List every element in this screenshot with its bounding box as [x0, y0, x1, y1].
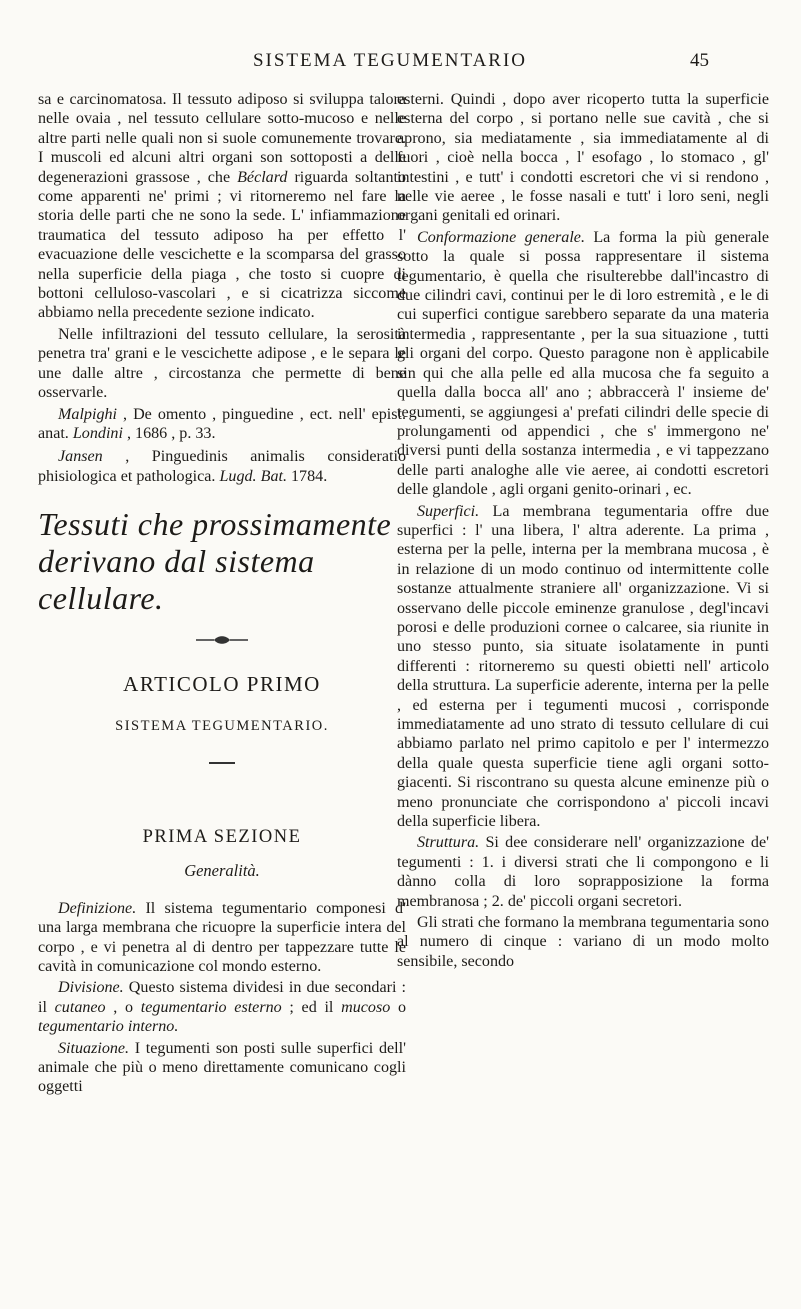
page-header [0, 50, 801, 80]
reference-malpighi: Malpighi , De omento , pinguedine , ect. nell' epist. anat. Londini , 1686 , p. 33. [38, 405, 406, 442]
article-heading: ARTICOLO PRIMO [123, 672, 321, 697]
section-heading: PRIMA SEZIONE [142, 826, 302, 847]
right-column [397, 90, 769, 973]
paragraph: Nelle infiltrazioni del tessuto cellulare, la serosità penetra tra' grani e le vescichette adipose , e le separa le une dalle altre , circostanza che permette di bene osservarle. [38, 325, 406, 402]
subsection-heading: Generalità. [184, 861, 260, 881]
paragraph: esterni. Quindi , dopo aver ricoperto tutta la superficie esterna del corpo , si portano nelle sue cavità , che si aprono, sia mediatamente , sia immediatamente al di fuori , cioè nella bocca , l' esofago , lo stomaco , gl' intestini , e tutt' i condotti escretori che vi si rendono , nelle vie aeree , le fosse nasali e tutt' i loro seni, negli organi genitali ed orinari. [397, 91, 769, 225]
paragraph-conformazione: Conformazione generale. La forma la più generale sotto la quale si possa rappresentare il sistema tegumentario, è quella che risulterebbe dall'incastro di due cilindri cavi, continui per le di loro estremità , e le di cui superfici contigue sarebbero separate da una materia intermedia , rappresentante , per la sua situazione , tutti gli organi del corpo. Questo paragone non è applicabile sin qui che alla pelle ed alla mucosa che fa seguito a quella dalla bocca all' ano ; abbraccerà l' insieme de' tegumenti, se aggiungesi a' prefati cilindri delle specie di prolungamenti od appendici , che s' immergono ne' diversi punti della sostanza intermedia , e vi tappezzano delle parti analoghe alle vie aeree, ai condotti escretori delle glandole , agli organi genito-orinari , ec. [397, 228, 769, 499]
divider [209, 762, 235, 764]
reference-jansen: Jansen , Pinguedinis animalis consideratio phisiologica et pathologica. Lugd. Bat. 1784. [38, 448, 406, 485]
paragraph-divisione: Divisione. Questo sistema dividesi in due secondari : il cutaneo , o tegumentario esterno ; ed il mucoso o tegumentario interno. [38, 979, 407, 1036]
paragraph: Gli strati che formano la membrana tegumentaria sono al numero di cinque : variano di un modo molto sensibile, secondo [397, 914, 769, 970]
ornament-icon [194, 635, 250, 645]
paragraph-situazione: Situazione. I tegumenti son posti sulle superfici dell' animale che più o meno direttamente comunicano cogli oggetti [38, 1039, 406, 1096]
paragraph-struttura: Struttura. Si dee considerare nell' organizzazione de' tegumenti : 1. i diversi strati che li compongono e li dànno colla di loro soprapposizione la forma membranosa ; 2. de' piccoli organi secretori. [397, 834, 769, 910]
paragraph: sa e carcinomatosa. Il tessuto adiposo si sviluppa talora nelle ovaia , nel tessuto cellulare sotto-mucoso e nelle altre parti nelle quali non si suole comunemente trovare. I muscoli ed alcuni altri organi son sottoposti a delle degenerazioni grassose , che Béclard riguarda soltanto come apparenti ne' primi ; vi ritorneremo nel fare la storia delle parti che ne sono la sede. L' infiammazione traumatica del tessuto adiposo ha per effetto l' evacuazione delle vescichette e la scomparsa del grasso nella superficie della piaga , che tosto si cuopre di bottoni celluloso-vascolari , e si cicatrizza siccome abbiamo nella precedente sezione indicato. [38, 91, 407, 322]
system-heading: SISTEMA TEGUMENTARIO. [115, 717, 329, 734]
paragraph-definizione: Definizione. Il sistema tegumentario componesi d' una larga membrana che ricuopre la superficie intera del corpo , e vi penetra al di dentro per tappezzare tutte le cavità in comunicazione col mondo esterno. [38, 899, 406, 975]
page-number: 45 [690, 50, 709, 71]
section-title: Tessuti che prossimamente derivano dal sistema cellulare. [38, 506, 392, 617]
left-column [38, 90, 406, 1099]
running-title: SISTEMA TEGUMENTARIO [252, 50, 528, 71]
paragraph-superfici: Superfici. La membrana tegumentaria offre due superfici : l' una libera, l' altra aderente. La prima , esterna per la pelle, interna per la membrana mucosa , è in relazione di un modo continuo od intermittente colle sostanze attualmente straniere all' organizzazione. Vi si osservano delle piccole eminenze granulose , degl'incavi porosi e delle produzioni cornee o calcaree, sia riunite in uno stesso punto, sia situate isolatamente in punti differenti : ritorneremo su questi obietti nell' articolo della struttura. La superficie aderente, interna per la pelle , ed esterna per i tegumenti mucosi , corrisponde immediatamente ad uno strato di tessuto cellulare di cui abbiamo parlato nel primo capitolo e per l' intermezzo della quale questa superficie tiene agli organi sotto-giacenti. Si riscontrano su questa alcune eminenze più o meno pronunciate che corrispondono a' piccoli incavi della superficie libera. [397, 502, 769, 831]
